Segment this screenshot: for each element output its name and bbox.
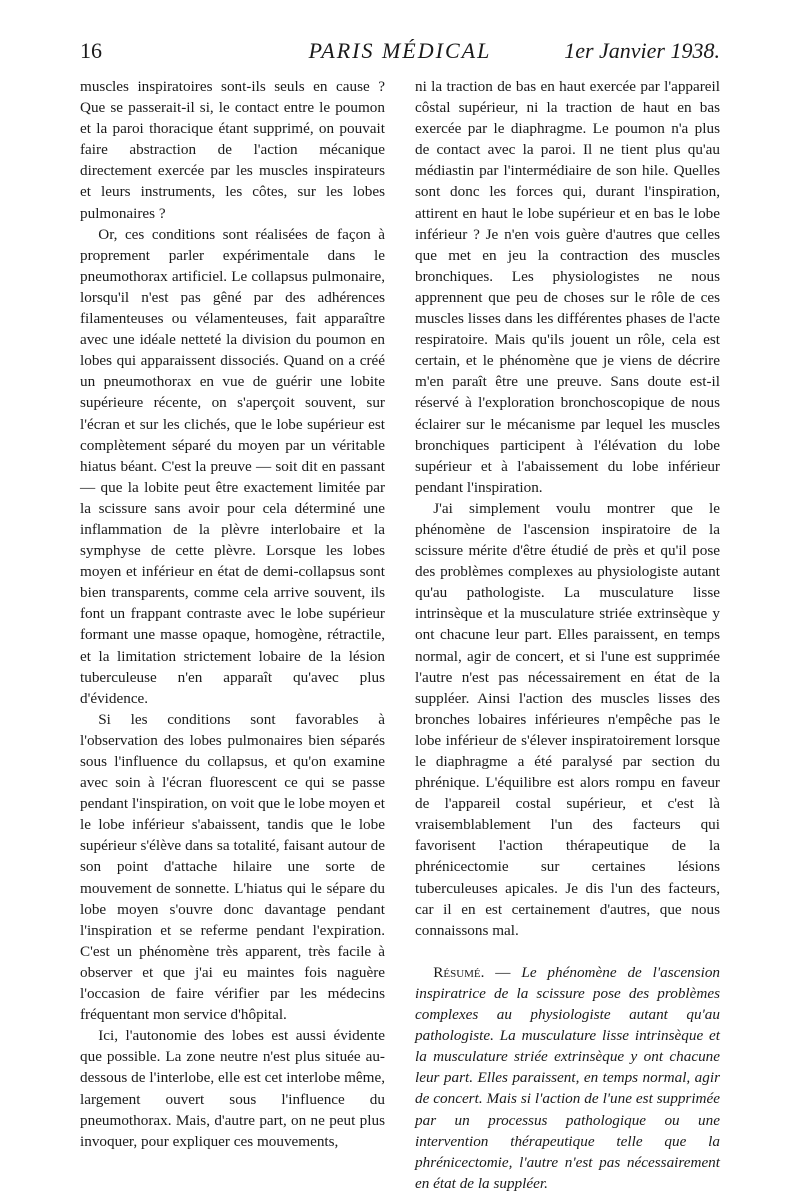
summary-label: Résumé. — [433, 963, 511, 981]
paragraph: Si les conditions sont favorables à l'observation des lobes pulmonaires bien séparés sous l'influence du collapsus, et qu'on examine avec soin à l'écran fluorescent ce qui se passe pendant l'inspiration, on voit que le lobe moyen et le lobe inférieur s'abaissent, tandis que le lobe supérieur s'élève dans sa totalité, faisant autour de son point d'attache hilaire une sorte de mouvement de sonnette. L'hiatus qui le sépare du lobe moyen s'ouvre donc davantage pendant l'inspiration et se referme pendant l'expiration. C'est un phénomène très apparent, très facile à observer et que j'ai eu maintes fois naguère l'occasion de faire vérifier par les médecins fréquentant mon service d'hôpital. [80, 710, 385, 1024]
page-header [80, 38, 720, 68]
journal-title: PARIS MÉDICAL [308, 38, 492, 63]
issue-date: 1er Janvier 1938. [564, 38, 720, 63]
paragraph: Or, ces conditions sont réalisées de façon à proprement parler expérimentale dans le pneumothorax artificiel. Le collapsus pulmonaire, lorsqu'il n'est pas gêné par des adhérences filamenteuses ou vélamenteuses, fait apparaître avec une idéale netteté la division du poumon en lobes qui apparaissent dissociés. Quand on a créé un pneumothorax en vue de guérir une lobite supérieure récente, on s'aperçoit souvent, sur l'écran et sur les clichés, que le lobe supérieur est complètement séparé du moyen par un véritable hiatus béant. C'est la preuve — soit dit en passant — que la lobite peut être exactement limitée par la scissure sans avoir pour cela déterminé une inflammation de la plèvre interlobaire et la symphyse de cette plèvre. Lorsque les lobes moyen et inférieur en état de demi-collapsus sont bien transparents, comme cela arrive souvent, ils font un frappant contraste avec le lobe supérieur formant une masse opaque, homogène, rétractile, et la limitation strictement lobaire de la lésion tuberculeuse n'en apparaît qu'avec plus d'évidence. [80, 225, 385, 707]
paragraph: J'ai simplement voulu montrer que le phénomène de l'ascension inspiratoire de la scissure mérite d'être étudié de près et qu'il pose des problèmes complexes au physiologiste autant qu'au pathologiste. La musculature lisse intrinsèque et la musculature striée extrinsèque y ont chacune leur part. Elles paraissent, en temps normal, agir de concert, et si l'une est supprimée l'autre n'est pas nécessairement en état de la suppléer. Ainsi l'action des muscles lisses des bronches lobaires inférieures n'empêche pas le lobe inférieur de s'élever inspiratoirement lorsque le diaphragme a été paralysé par section du phrénique. L'équilibre est alors rompu en faveur de l'appareil costal supérieur, et c'est là vraisemblablement l'un des facteurs qui favorisent l'action thérapeutique de la phrénicectomie sur certaines lésions tuberculeuses apicales. Je dis l'un des facteurs, car il en est certainement d'autres, que nous connaissons mal. [415, 499, 720, 939]
paragraph: muscles inspiratoires sont-ils seuls en cause ? Que se passerait-il si, le contact entre le poumon et la paroi thoracique étant supprimé, on pouvait faire abstraction de l'action mécanique directement exercée par les muscles inspirateurs et leurs instruments, les côtes, sur les lobes pulmonaires ? [80, 78, 385, 222]
right-column [415, 76, 720, 1194]
paragraph: Ici, l'autonomie des lobes est aussi évidente que possible. La zone neutre n'est plus située au-dessous de l'interlobe, elle est cet interlobe même, largement ouvert sous l'influence du pneumothorax. Mais, d'autre part, on ne peut plus invoquer, pour expliquer ces mouvements, [80, 1027, 385, 1150]
summary [415, 962, 720, 1194]
page-number: 16 [80, 38, 102, 63]
summary-text: Le phénomène de l'ascension inspiratrice de la scissure pose des problèmes complexes au physiologiste autant qu'au pathologiste. La musculature lisse intrinsèque et la musculature striée extrinsèque y ont chacune leur part. Elles paraissent, en temps normal, agir de concert. Mais si l'action de l'une est supprimée par un processus pathologique ou une intervention thérapeutique telle que la phrénicectomie, l'autre n'est pas nécessairement en état de la suppléer. [415, 963, 721, 1192]
left-column [80, 76, 385, 1152]
paragraph: ni la traction de bas en haut exercée par l'appareil côstal supérieur, ni la traction de haut en bas exercée par le diaphragme. Le poumon n'a plus de contact avec la paroi. Il ne tient plus qu'au médiastin par l'intermédiaire de son hile. Quelles sont donc les forces qui, durant l'inspiration, attirent en haut le lobe supérieur et en bas le lobe inférieur ? Je n'en vois guère d'autres que celles que met en jeu la contraction des muscles bronchiques. Les physiologistes ne nous apprennent que peu de choses sur le rôle de ces muscles lisses dans les différentes phases de l'acte respiratoire. Mais qu'ils jouent un rôle, cela est certain, et le phénomène que je viens de décrire m'en paraît être une preuve. Sans doute est-il réservé à l'exploration bronchoscopique de nous éclairer sur le mécanisme par lequel les muscles bronchiques participent à l'élévation du lobe supérieur et à l'abaissement du lobe inférieur pendant l'inspiration. [415, 78, 720, 496]
